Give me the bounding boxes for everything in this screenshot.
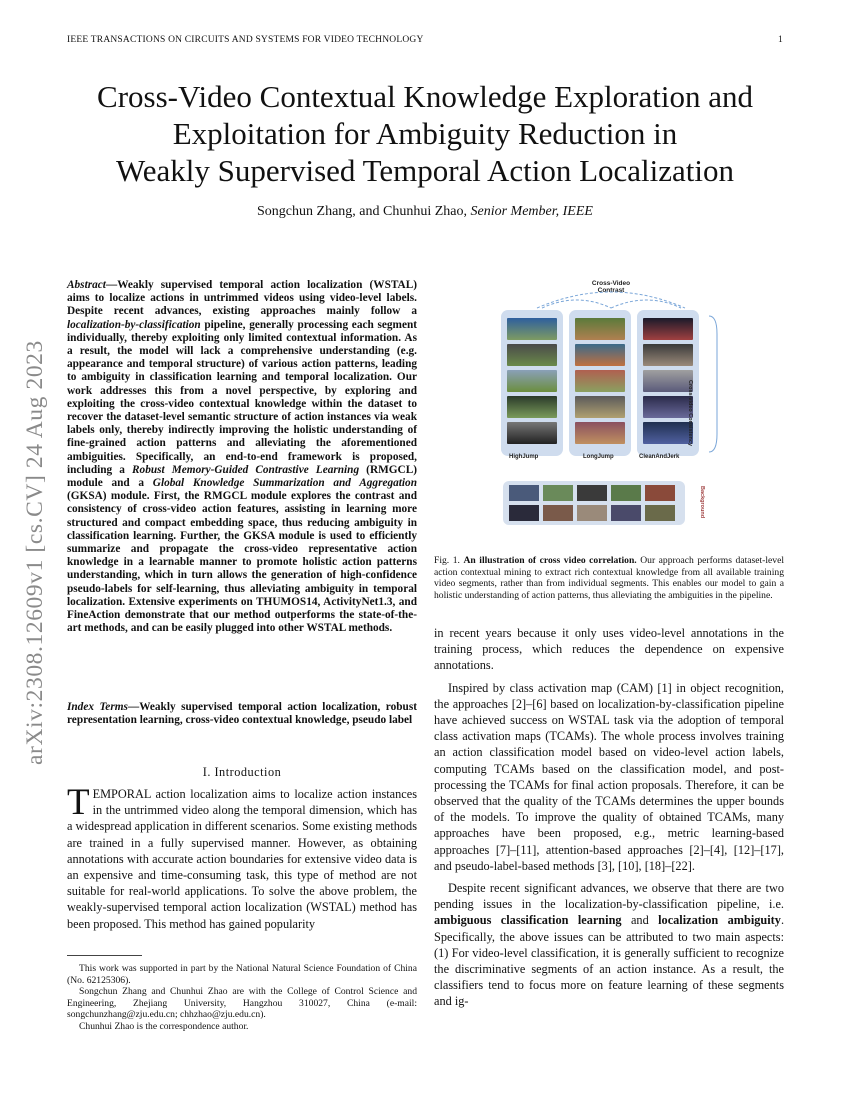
paper-title	[40, 78, 810, 189]
journal-name: IEEE TRANSACTIONS ON CIRCUITS AND SYSTEMS FOR VIDEO TECHNOLOGY	[67, 35, 424, 45]
p3-bold-2: localization ambiguity	[658, 913, 781, 928]
abstract	[67, 279, 417, 635]
paragraph-2: Inspired by class activation map (CAM) [1] in object recognition, the approaches [2]–[6] based on localization-by-classification pipeline have achieved success on WSTAL task via the adoption of temporal class activation maps (TCAMs). The whole process involves training an action classification model based on video-level action labels, computing TCAMs based on the classification model, and post-processing the TCAMs for final action proposals. Therefore, it can be observed that the quality of the TCAMs determines the upper bounds of the models. To improve the quality of obtained TCAMs, many approaches have been proposed, e.g., metric learning-based approaches [7]–[11], attention-based approaches [2]–[4], [12]–[17], and pseudo-label-based methods [3], [10], [18]–[22].	[434, 680, 784, 873]
author-role: Senior Member, IEEE	[470, 204, 593, 219]
abstract-text-2: pipeline, generally processing each segment individually, thereby exploiting only limited contextual information. As a result, the model will lack a comprehensive understanding (e.g. appearance and temporal structure) of various action patterns, leading to ambiguity in classification learning and temporal localization. Our work addresses this from a novel perspective, by exploring and exploiting the cross-video contextual knowledge within the dataset to recover the dataset-level semantic structure of action instances via weak labels only, thereby indirectly improving the holistic understanding of fine-grained action patterns and alleviating the aforementioned ambiguities. Specifically, an end-to-end framework is proposed, including a	[67, 318, 417, 476]
footnotes	[67, 963, 417, 1033]
arxiv-stamp: arXiv:2308.12609v1 [cs.CV] 24 Aug 2023	[22, 340, 48, 765]
p3-text-a: Despite recent significant advances, we observe that there are two pending issues in the localization-by-classification pipeline, i.e.	[434, 881, 784, 912]
intro-body: EMPORAL action localization aims to localize action instances in the untrimmed video along the temporal dimension, which has a widespread application in different scenarios. Some existing methods are trained in a fully supervised manner. However, as obtaining annotations with accurate action boundaries for extensive video data is an expensive and time-consuming task, this type of method are not suitable for real-world applications. To solve the above problem, the weakly-supervised temporal action localization (WSTAL) method has been proposed. This method has gained popularity	[67, 787, 417, 931]
panel-highjump	[501, 310, 563, 456]
caption-label: Fig. 1.	[434, 555, 460, 566]
p3-text-e: . Specifically, the above issues can be attributed to two main aspects: (1) For video-level classification, it is generally sufficient to recognize the discriminative segments of an action instance. As a result, the classifiers tend to focus more on feature learning of these segments and ig-	[434, 913, 785, 1009]
figure-caption	[434, 555, 784, 602]
abstract-text-3: (RMGCL) module and a	[67, 463, 418, 490]
label-longjump: LongJump	[583, 454, 614, 460]
right-column-text	[434, 625, 784, 1016]
author-names: Songchun Zhang, and Chunhui Zhao,	[257, 204, 467, 219]
abstract-em-1: localization-by-classification	[67, 318, 201, 331]
background-strip	[503, 481, 685, 525]
index-terms-label: Index Terms	[67, 701, 128, 713]
running-header	[67, 35, 783, 49]
introduction-text	[67, 782, 417, 932]
p3-bold-1: ambiguous classification learning	[434, 913, 622, 928]
caption-text: Our approach performs dataset-level action contextual mining to extract rich contextual knowledge from all available training video segments, rather than from individual segments. This enables our model to gain a holistic understanding of action patterns, thus alleviating the ambiguities in the pipeline.	[434, 555, 785, 602]
footnote-funding: This work was supported in part by the National Natural Science Foundation of China (No. 62125306).	[67, 963, 417, 986]
side-label-consistency: Cross-video Consistency	[687, 379, 693, 447]
caption-title: An illustration of cross video correlation.	[463, 555, 637, 566]
title-line-2: Exploitation for Ambiguity Reduction in	[172, 116, 678, 151]
author-line	[0, 204, 850, 220]
index-terms	[67, 701, 417, 727]
section-heading-introduction: I. Introduction	[202, 765, 282, 779]
fig-top-label-line2: Contrast	[597, 287, 625, 294]
abstract-em-3: Global Knowledge Summarization and Aggregation	[152, 477, 417, 490]
drop-cap: T	[67, 782, 90, 823]
footnote-correspondence: Chunhui Zhao is the correspondence author.	[79, 1020, 249, 1032]
page-number: 1	[778, 35, 783, 45]
abstract-em-2: Robust Memory-Guided Contrastive Learning	[132, 463, 360, 476]
footnote-rule	[67, 955, 142, 956]
panel-longjump	[569, 310, 631, 456]
fig-top-label-line1: Cross-Video	[591, 280, 631, 287]
consistency-bracket	[707, 314, 729, 454]
abstract-text-4: (GKSA) module. First, the RMGCL module explores the contrast and consistency of cross-video action features, assisting in learning more structured and compact embedding space, thus reducing ambiguity in classification learning. Further, the GKSA module is used to efficiently summarize and propagate the cross-video representative action knowledge in a learnable manner to promote holistic action patterns understanding, which in turn allows the generation of high-confidence pseudo-labels for self-learning, thus alleviating ambiguity in temporal localization. Extensive experiments on THUMOS14, ActivityNet1.3, and FineAction demonstrate that our method outperforms the state-of-the-art methods, and can be easily plugged into other WSTAL methods.	[67, 490, 417, 635]
label-highjump: HighJump	[509, 454, 539, 460]
index-terms-text: —Weakly supervised temporal action localization, robust representation learning, cross-video contextual knowledge, pseudo label	[67, 701, 417, 727]
paragraph-3	[434, 880, 784, 1010]
title-line-3: Weakly Supervised Temporal Action Localization	[115, 153, 735, 188]
figure-1	[497, 278, 729, 544]
abstract-label: Abstract	[67, 279, 106, 291]
footnote-affiliation: Songchun Zhang and Chunhui Zhao are with the College of Control Science and Engineering, Zhejiang University, Hangzhou 310027, China (e-mail: songchunzhang@zju.edu.cn; chhzhao@zju.edu.cn).	[67, 986, 417, 1021]
side-label-background: Background	[699, 486, 705, 519]
title-line-1: Cross-Video Contextual Knowledge Exploration and	[97, 79, 753, 114]
paragraph-1: in recent years because it only uses video-level annotations in the training process, which reduces the dependence on expensive annotations.	[434, 626, 784, 673]
p3-text-c: and	[621, 913, 659, 928]
abstract-text-1: —Weakly supervised temporal action localization (WSTAL) aims to localize actions in untrimmed videos using video-level labels. Despite recent advances, existing approaches mainly follow a	[67, 279, 417, 318]
label-cleanandjerk: CleanAndJerk	[639, 454, 680, 460]
